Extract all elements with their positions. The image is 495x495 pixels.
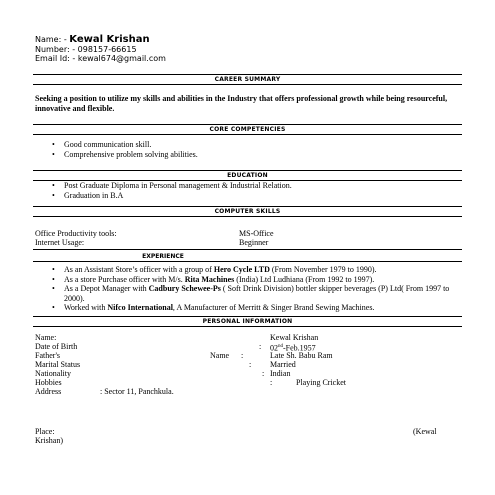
computer-row-label: Internet Usage: bbox=[35, 238, 85, 247]
nationality-value: Indian bbox=[270, 369, 291, 378]
personal-info-title: PERSONAL INFORMATION bbox=[202, 318, 293, 325]
personal-name-label: Name: bbox=[35, 333, 57, 342]
nationality-label: Nationality bbox=[35, 369, 71, 378]
father-label: Father's bbox=[35, 351, 60, 360]
place-label: Place: bbox=[35, 427, 55, 436]
hobbies-colon: : bbox=[270, 378, 273, 387]
header-number: Number: - 098157-66615 bbox=[35, 45, 137, 54]
header-name bbox=[35, 35, 150, 45]
address-value: : Sector 11, Panchkula. bbox=[100, 387, 174, 396]
signature-close: Krishan) bbox=[35, 436, 63, 445]
list-item: • Good communication skill. bbox=[52, 140, 152, 149]
computer-row-label: Office Productivity tools: bbox=[35, 229, 117, 238]
list-item: • Comprehensive problem solving abilities. bbox=[52, 149, 198, 159]
computer-row-value: Beginner bbox=[239, 238, 269, 247]
bullet-icon: • bbox=[52, 274, 55, 284]
career-summary-text: Seeking a position to utilize my skills and abilities in the Industry that offers professional growth while being resourceful, innovative and flexible. bbox=[35, 94, 448, 113]
core-competencies-bar bbox=[33, 124, 462, 135]
education-list bbox=[52, 181, 462, 200]
list-item: • As a Depot Manager with Cadbury Schewee-Ps ( Soft Drink Division) bottler skipper beverages (P) Ltd( From 1997 to 2000). bbox=[52, 284, 450, 303]
bullet-icon: • bbox=[52, 140, 55, 149]
computer-skills-title: COMPUTER SKILLS bbox=[214, 208, 281, 215]
dob-value: 02nd-Feb.1957 bbox=[270, 343, 316, 353]
bullet-icon: • bbox=[52, 303, 55, 312]
bullet-icon: • bbox=[52, 149, 55, 159]
experience-list bbox=[52, 265, 462, 313]
personal-name-value: Kewal Krishan bbox=[270, 333, 319, 342]
competencies-list bbox=[52, 140, 462, 159]
career-summary-title: CAREER SUMMARY bbox=[214, 76, 281, 83]
name-value: Kewal Krishan bbox=[69, 34, 150, 45]
list-item: • Worked with Nifco International, A Manufacturer of Merritt & Singer Brand Sewing Machines. bbox=[52, 303, 375, 312]
experience-top-rule bbox=[33, 249, 462, 250]
bullet-icon: • bbox=[52, 265, 55, 274]
computer-skills-bar bbox=[33, 206, 462, 217]
father-value: Late Sh. Babu Ram bbox=[270, 351, 333, 360]
education-bar bbox=[33, 170, 462, 181]
dob-label: Date of Birth bbox=[35, 342, 78, 351]
experience-title: EXPERIENCE bbox=[142, 253, 184, 260]
experience-bottom-rule bbox=[33, 261, 462, 262]
list-item: • As a store Purchase officer with M/s. Rita Machines (India) Ltd Ludhiana (From 1992 to 1997). bbox=[52, 274, 375, 284]
marital-label: Marital Status bbox=[35, 360, 81, 369]
signature-open: (Kewal bbox=[413, 427, 437, 436]
nationality-colon: : bbox=[262, 369, 265, 378]
list-item: • As an Assistant Store’s officer with a group of Hero Cycle LTD (From November 1979 to 1990). bbox=[52, 265, 377, 274]
hobbies-label: Hobbies bbox=[35, 378, 62, 387]
bullet-icon: • bbox=[52, 284, 55, 293]
father-colon: : bbox=[241, 351, 244, 360]
education-title: EDUCATION bbox=[227, 172, 268, 179]
bullet-icon: • bbox=[52, 181, 55, 190]
name-label: Name: - bbox=[35, 35, 70, 44]
marital-value: Married bbox=[270, 360, 296, 369]
list-item: • Graduation in B.A bbox=[52, 190, 124, 200]
computer-row-value: MS-Office bbox=[239, 229, 274, 238]
core-competencies-title: CORE COMPETENCIES bbox=[209, 126, 286, 133]
career-summary-bar bbox=[33, 74, 462, 85]
father-mid: Name bbox=[210, 351, 230, 360]
marital-colon: : bbox=[249, 360, 252, 369]
bullet-icon: • bbox=[52, 190, 55, 200]
list-item: • Post Graduate Diploma in Personal management & Industrial Relation. bbox=[52, 181, 292, 190]
personal-info-bar bbox=[33, 316, 462, 327]
hobbies-value: Playing Cricket bbox=[296, 378, 346, 387]
header-email: Email Id: - kewal674@gmail.com bbox=[35, 54, 166, 63]
dob-colon: : bbox=[259, 342, 262, 351]
address-label: Address bbox=[35, 387, 62, 396]
